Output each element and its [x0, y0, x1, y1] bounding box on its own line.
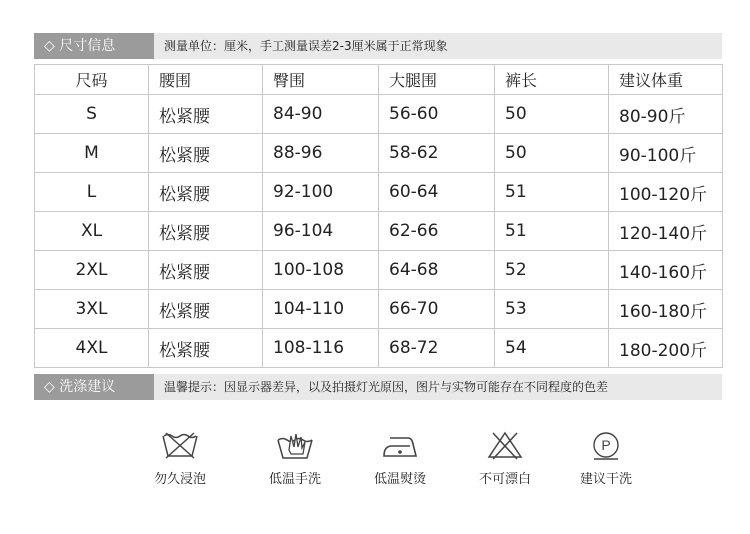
cell-size: S	[35, 95, 149, 134]
cell-waist: 松紧腰	[149, 212, 263, 251]
table-row	[35, 212, 723, 251]
no-soak-icon	[160, 430, 200, 460]
cell-weight: 120-140斤	[609, 212, 723, 251]
cell-length: 50	[495, 134, 609, 173]
cell-waist: 松紧腰	[149, 95, 263, 134]
cell-hip: 108-116	[263, 329, 379, 368]
cell-thigh: 56-60	[379, 95, 495, 134]
cell-hip: 96-104	[263, 212, 379, 251]
cell-length: 54	[495, 329, 609, 368]
cell-hip: 92-100	[263, 173, 379, 212]
care-label: 低温手洗	[268, 472, 321, 487]
care-label: 勿久浸泡	[153, 472, 206, 487]
cell-thigh: 64-68	[379, 251, 495, 290]
cell-hip: 104-110	[263, 290, 379, 329]
cell-length: 53	[495, 290, 609, 329]
cell-size: 3XL	[35, 290, 149, 329]
header-length: 裤长	[495, 65, 609, 95]
cell-hip: 88-96	[263, 134, 379, 173]
care-item-no-soak	[135, 430, 225, 487]
care-item-no-bleach	[460, 430, 550, 487]
table-row	[35, 173, 723, 212]
care-item-hand-wash	[250, 430, 340, 487]
cell-weight: 90-100斤	[609, 134, 723, 173]
cell-thigh: 60-64	[379, 173, 495, 212]
cell-weight: 160-180斤	[609, 290, 723, 329]
table-row	[35, 95, 723, 134]
cell-size: 2XL	[35, 251, 149, 290]
header-hip: 臀围	[263, 65, 379, 95]
cell-weight: 180-200斤	[609, 329, 723, 368]
cell-size: XL	[35, 212, 149, 251]
cell-thigh: 58-62	[379, 134, 495, 173]
size-info-tag: ◇ 尺寸信息	[34, 33, 154, 59]
header-weight: 建议体重	[609, 65, 723, 95]
header-thigh: 大腿围	[379, 65, 495, 95]
table-row	[35, 290, 723, 329]
care-label: 低温熨烫	[373, 472, 426, 487]
size-table-body	[35, 95, 723, 368]
cell-waist: 松紧腰	[149, 251, 263, 290]
cell-weight: 100-120斤	[609, 173, 723, 212]
cell-thigh: 68-72	[379, 329, 495, 368]
cell-size: 4XL	[35, 329, 149, 368]
care-item-dry-clean	[561, 430, 651, 487]
table-row	[35, 134, 723, 173]
wash-advice-bar	[34, 374, 722, 400]
care-label: 不可漂白	[478, 472, 531, 487]
table-header-row	[35, 65, 723, 95]
table-row	[35, 329, 723, 368]
cell-waist: 松紧腰	[149, 290, 263, 329]
care-item-low-iron	[355, 430, 445, 487]
hand-wash-icon	[275, 430, 315, 460]
cell-hip: 84-90	[263, 95, 379, 134]
cell-waist: 松紧腰	[149, 173, 263, 212]
size-table	[34, 64, 723, 368]
cell-size: M	[35, 134, 149, 173]
cell-hip: 100-108	[263, 251, 379, 290]
dry-clean-symbol: P	[601, 437, 611, 453]
header-waist: 腰围	[149, 65, 263, 95]
measurement-note: 测量单位：厘米，手工测量误差2-3厘米属于正常现象	[164, 39, 448, 53]
cell-weight: 80-90斤	[609, 95, 723, 134]
size-info-bar	[34, 33, 722, 59]
cell-waist: 松紧腰	[149, 329, 263, 368]
cell-thigh: 66-70	[379, 290, 495, 329]
cell-size: L	[35, 173, 149, 212]
header-size: 尺码	[35, 65, 149, 95]
dry-clean-icon	[586, 430, 626, 460]
care-label: 建议干洗	[579, 472, 632, 487]
cell-length: 52	[495, 251, 609, 290]
cell-length: 50	[495, 95, 609, 134]
no-bleach-icon	[485, 430, 525, 460]
color-difference-note: 温馨提示：因显示器差异，以及拍摄灯光原因，图片与实物可能存在不同程度的色差	[164, 380, 609, 394]
wash-advice-tag: ◇ 洗涤建议	[34, 374, 154, 400]
low-iron-icon	[380, 430, 420, 460]
cell-thigh: 62-66	[379, 212, 495, 251]
cell-waist: 松紧腰	[149, 134, 263, 173]
cell-length: 51	[495, 173, 609, 212]
cell-weight: 140-160斤	[609, 251, 723, 290]
cell-length: 51	[495, 212, 609, 251]
table-row	[35, 251, 723, 290]
